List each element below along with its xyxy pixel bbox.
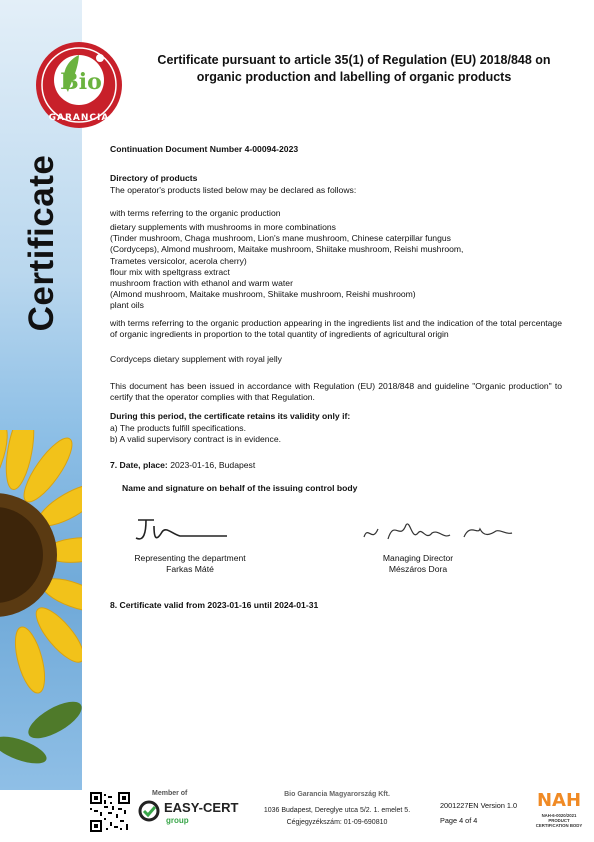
product-line: dietary supplements with mushrooms in more combinations <box>110 222 336 232</box>
member-of-label: Member of <box>152 790 188 797</box>
nah-logo <box>531 790 587 808</box>
issued-statement: This document has been issued in accordance with Regulation (EU) 2018/848 and guideline "Organic production" to certify that the operator complies with that Regulation. <box>110 381 562 403</box>
validity-period: 8. Certificate valid from 2023-01-16 until 2024-01-31 <box>110 600 319 610</box>
product-line: plant oils <box>110 300 144 311</box>
signature-heading: Name and signature on behalf of the issuing control body <box>122 483 358 493</box>
easy-cert-name: EASY-CERT <box>164 800 239 815</box>
page-number: Page 4 of 4 <box>440 816 478 825</box>
product-line: Trametes versicolor, acerola cherry) <box>110 255 247 266</box>
validity-condition: b) A valid supervisory contract is in evidence. <box>110 434 282 445</box>
bio-garancia-logo <box>34 40 124 130</box>
validity-condition: a) The products fulfill specifications. <box>110 423 246 433</box>
directory-heading: Directory of products <box>110 173 198 183</box>
product-line: (Cordyceps), Almond mushroom, Maitake mushroom, Shiitake mushroom, Reishi mushroom, <box>110 244 464 255</box>
company-info <box>252 790 422 828</box>
title-line-1: Certificate pursuant to article 35(1) of Regulation (EU) 2018/848 on <box>157 53 551 67</box>
ingredients-terms: with terms referring to the organic production appearing in the ingredients list and the indication of the total percentage of organic ingredients in proportion to the total quantity of ingredients of agricultural origin <box>110 318 562 340</box>
svg-text:Bio: Bio <box>60 69 102 95</box>
signatory-name: Farkas Máté <box>166 564 214 574</box>
terms-heading: with terms referring to the organic production <box>110 208 281 218</box>
directory-intro: The operator's products listed below may be declared as follows: <box>110 185 357 195</box>
footer <box>82 790 594 842</box>
nah-code: NAH-6-0020/2021 <box>541 813 577 818</box>
title-line-2: organic production and labelling of organic products <box>196 70 512 84</box>
validity-conditions <box>110 423 562 445</box>
signatory-role: Representing the department <box>134 553 246 563</box>
company-address: 1036 Budapest, Dereglye utca 5/2. 1. emelet 5. <box>263 806 411 814</box>
easy-cert-icon <box>138 800 160 822</box>
signature-meszaros <box>360 515 520 547</box>
nah-accreditation <box>530 790 588 828</box>
date-label: 7. Date, place: <box>110 460 168 470</box>
sunflower-image <box>0 430 82 790</box>
signature-farkas <box>132 512 232 546</box>
product-line: (Tinder mushroom, Chaga mushroom, Lion's mane mushroom, Chinese caterpillar fungus <box>110 233 451 244</box>
company-registry: Cégjegyzékszám: 01-09-690810 <box>286 819 388 826</box>
product-list <box>110 222 562 312</box>
certificate-vertical-title: Certificate <box>22 154 61 332</box>
date-value: 2023-01-16, Budapest <box>170 460 256 470</box>
easy-cert-group: group <box>166 816 189 825</box>
date-place <box>110 460 562 471</box>
product-line: (Almond mushroom, Maitake mushroom, Shiitake mushroom, Reishi mushroom) <box>110 289 416 300</box>
nah-label-body: CERTIFICATION BODY <box>535 823 583 828</box>
document-version-info <box>440 800 517 827</box>
certificate-title <box>148 52 560 86</box>
nah-label-product: PRODUCT <box>548 818 570 823</box>
signatory-right <box>338 553 498 575</box>
company-name: Bio Garancia Magyarország Kft. <box>284 791 390 798</box>
ingredients-product: Cordyceps dietary supplement with royal jelly <box>110 354 282 364</box>
validity-heading: During this period, the certificate retains its validity only if: <box>110 411 351 421</box>
svg-text:GARANCIA: GARANCIA <box>48 113 110 123</box>
signatory-name: Mészáros Dora <box>388 564 448 574</box>
product-line: mushroom fraction with ethanol and warm water <box>110 278 293 289</box>
continuation-number: Continuation Document Number 4-00094-2023 <box>110 144 299 154</box>
version-label: 2001227EN Version 1.0 <box>440 801 518 810</box>
nah-logo-text: NAH <box>536 790 582 808</box>
signatory-role: Managing Director <box>382 553 454 563</box>
signatory-left <box>110 553 270 575</box>
product-line: flour mix with speltgrass extract <box>110 266 230 277</box>
qr-code <box>90 792 130 832</box>
